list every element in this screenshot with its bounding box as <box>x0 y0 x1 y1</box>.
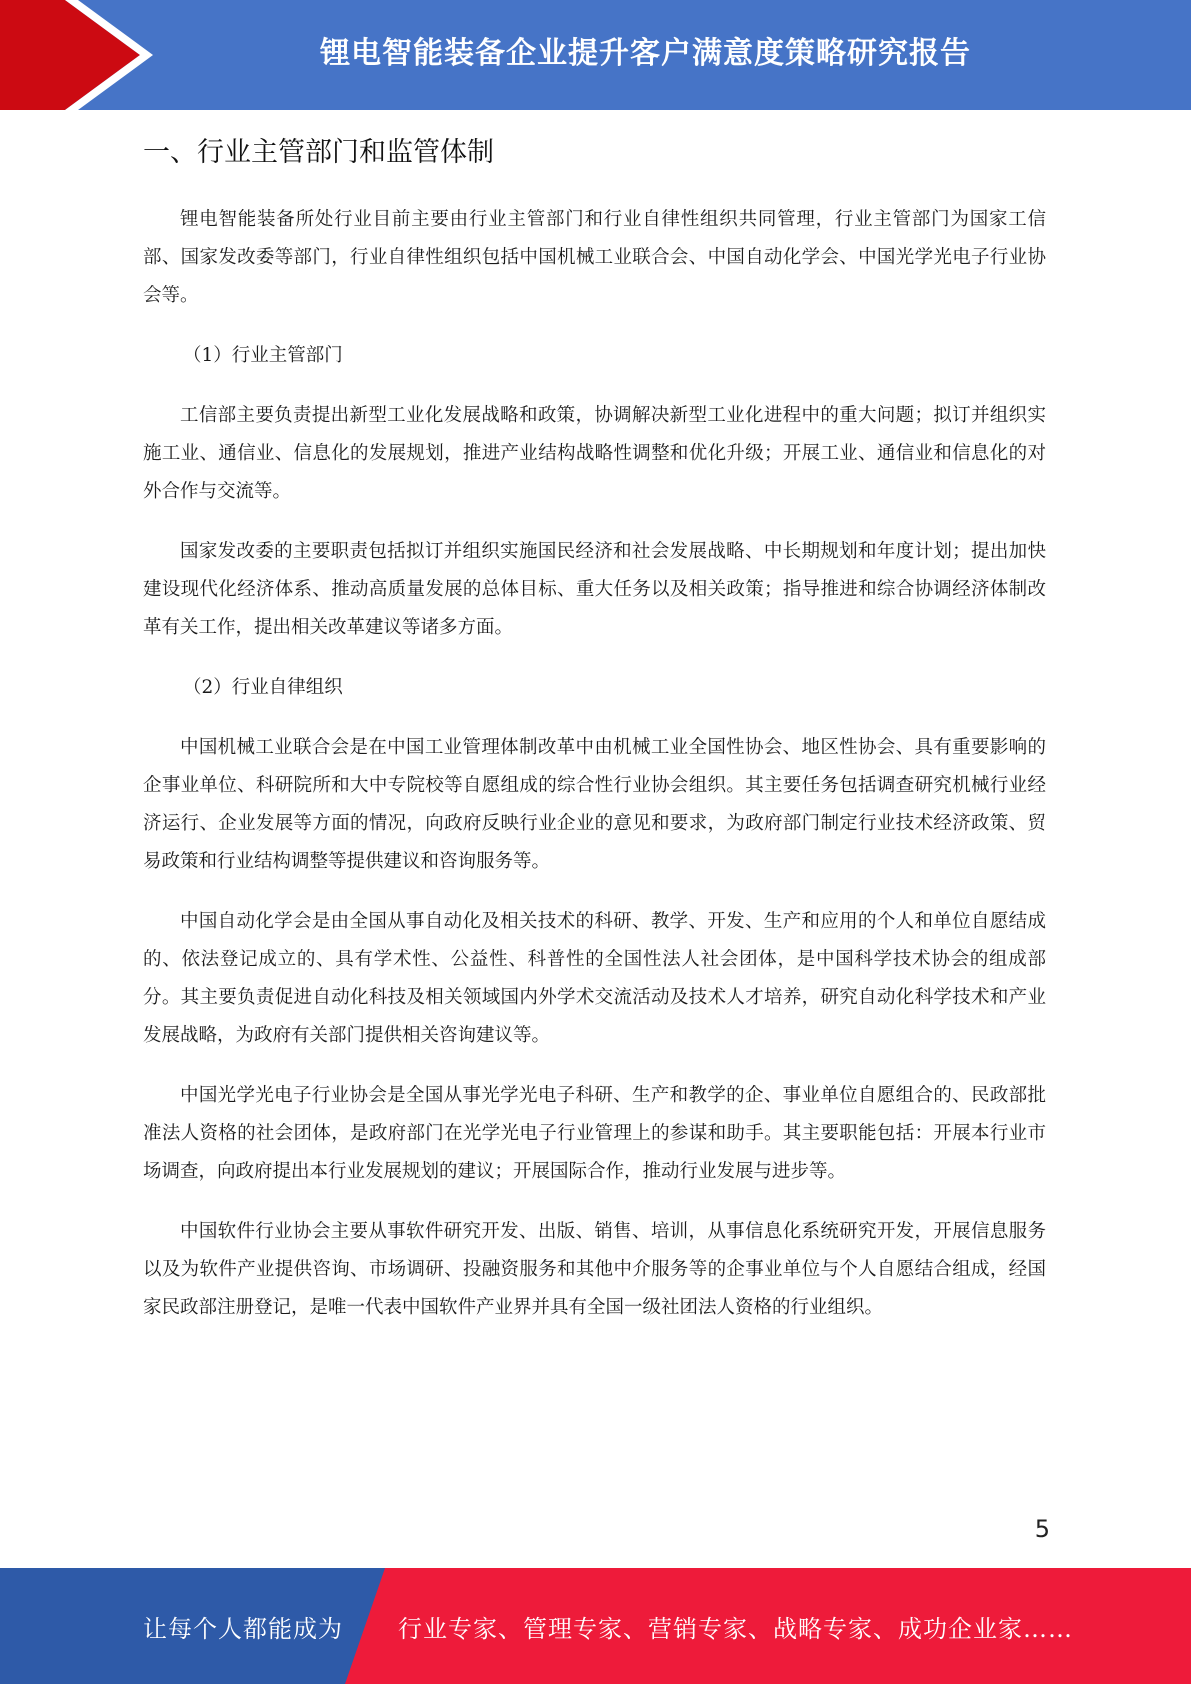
subheading-self-regulatory: （2）行业自律组织 <box>183 677 343 698</box>
footer-bar <box>0 1568 1191 1684</box>
subheading-authorities: （1）行业主管部门 <box>183 345 343 366</box>
paragraph-cmif: 中国机械工业联合会是在中国工业管理体制改革中由机械工业全国性协会、地区性协会、具有重要影响的企事业单位、科研院所和大中专院校等自愿组成的综合性行业协会组织。其主要任务包括调查研究机械行业经济运行、企业发展等方面的情况，向政府反映行业企业的意见和要求，为政府部门制定行业技术经济政策、贸易政策和行业结构调整等提供建议和咨询服务等。 <box>143 737 1046 872</box>
paragraph-csia: 中国软件行业协会主要从事软件研究开发、出版、销售、培训，从事信息化系统研究开发，开展信息服务以及为软件产业提供咨询、市场调研、投融资服务和其他中介服务等的企事业单位与个人自愿结合组成，经国家民政部注册登记，是唯一代表中国软件产业界并具有全国一级社团法人资格的行业组织。 <box>143 1221 1046 1318</box>
header-arrow-decoration <box>0 0 160 110</box>
paragraph-caa: 中国自动化学会是由全国从事自动化及相关技术的科研、教学、开发、生产和应用的个人和单位自愿结成的、依法登记成立的、具有学术性、公益性、科普性的全国性法人社会团体，是中国科学技术协会的组成部分。其主要负责促进自动化科技及相关领域国内外学术交流活动及技术人才培养，研究自动化科学技术和产业发展战略，为政府有关部门提供相关咨询建议等。 <box>143 911 1046 1046</box>
page-content <box>143 130 1046 1349</box>
report-title: 锂电智能装备企业提升客户满意度策略研究报告 <box>320 36 971 71</box>
section-title: 一、行业主管部门和监管体制 <box>143 137 494 168</box>
paragraph-coema: 中国光学光电子行业协会是全国从事光学光电子科研、生产和教学的企、事业单位自愿组合的、民政部批准法人资格的社会团体，是政府部门在光学光电子行业管理上的参谋和助手。其主要职能包括：开展本行业市场调查，向政府提出本行业发展规划的建议；开展国际合作，推动行业发展与进步等。 <box>143 1085 1046 1182</box>
footer-slogan-left: 让每个人都能成为 <box>143 1614 343 1643</box>
header-bar <box>0 0 1191 110</box>
footer-slogan-right: 行业专家、管理专家、营销专家、战略专家、成功企业家…… <box>398 1614 1073 1643</box>
paragraph-ndrc: 国家发改委的主要职责包括拟订并组织实施国民经济和社会发展战略、中长期规划和年度计划；提出加快建设现代化经济体系、推动高质量发展的总体目标、重大任务以及相关政策；指导推进和综合协调经济体制改革有关工作，提出相关改革建议等诸多方面。 <box>143 541 1046 638</box>
paragraph-intro: 锂电智能装备所处行业目前主要由行业主管部门和行业自律性组织共同管理，行业主管部门为国家工信部、国家发改委等部门，行业自律性组织包括中国机械工业联合会、中国自动化学会、中国光学光电子行业协会等。 <box>143 209 1046 306</box>
paragraph-miit: 工信部主要负责提出新型工业化发展战略和政策，协调解决新型工业化进程中的重大问题；拟订并组织实施工业、通信业、信息化的发展规划，推进产业结构战略性调整和优化升级；开展工业、通信业和信息化的对外合作与交流等。 <box>143 405 1046 502</box>
page-number: 5 <box>1034 1515 1050 1543</box>
